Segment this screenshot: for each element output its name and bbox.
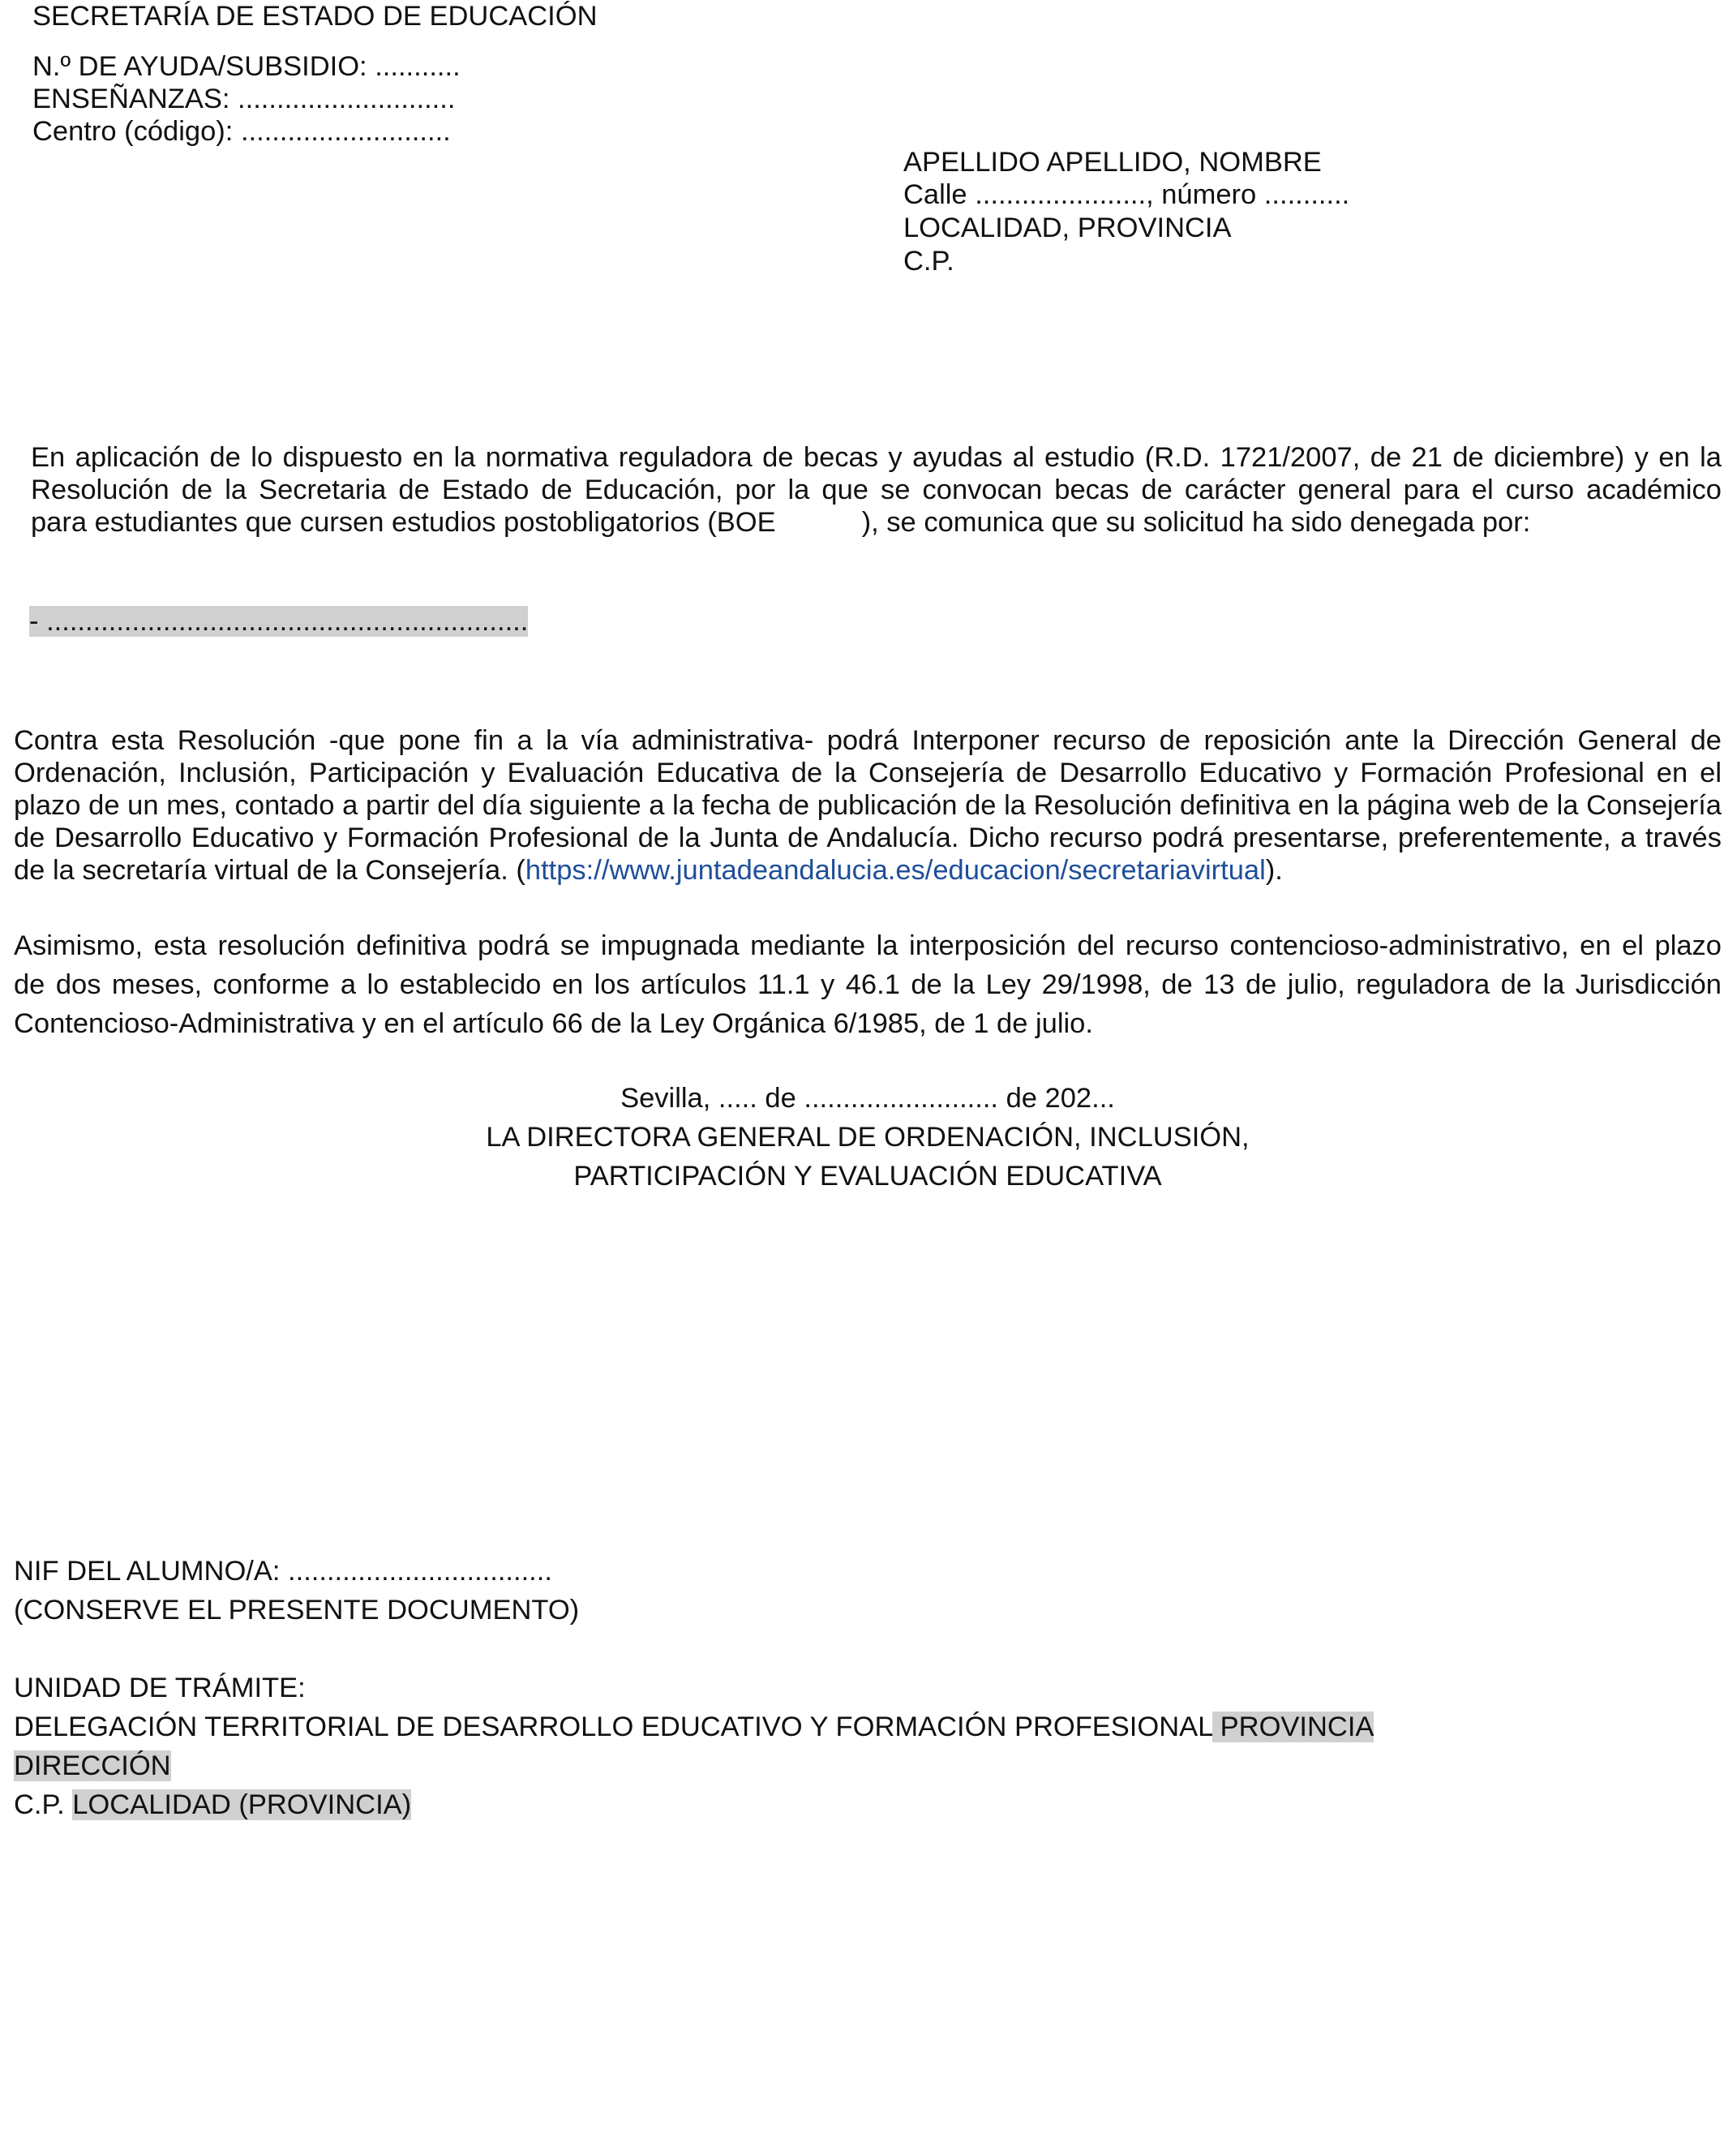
intro-last-start: para estudiantes que cursen estudios postobligatorios (BOE xyxy=(31,507,776,538)
intro-line: En aplicación de lo dispuesto en la normativa reguladora de becas y ayudas al estudio (R.D. 1721/2007, de 21 de diciembre) y en la xyxy=(31,442,1722,473)
intro-line-last xyxy=(31,506,1722,539)
appeal-line-last xyxy=(14,854,1722,887)
recipient-street: Calle ......................, número ........... xyxy=(903,179,1350,210)
appeal-last-end: ). xyxy=(1265,855,1283,886)
direccion-field: DIRECCIÓN xyxy=(14,1750,171,1781)
intro-line: Resolución de la Secretaria de Estado de Educación, por la que se convocan becas de carácter general para el curso académico xyxy=(31,475,1722,505)
secretaria-heading: SECRETARÍA DE ESTADO DE EDUCACIÓN xyxy=(32,1,598,32)
provincia-field xyxy=(1212,1711,1374,1742)
signatory-title-1: LA DIRECTORA GENERAL DE ORDENACIÓN, INCLUSIÓN, xyxy=(486,1122,1250,1153)
cp-line xyxy=(14,1789,411,1821)
delegacion-name: DELEGACIÓN TERRITORIAL DE DESARROLLO EDUCATIVO Y FORMACIÓN PROFESIONAL xyxy=(14,1711,1213,1742)
appeal-line: plazo de un mes, contado a partir del día siguiente a la fecha de publicación de la Resolución definitiva en la página web de la Consejería xyxy=(14,790,1722,821)
conserve-note: (CONSERVE EL PRESENTE DOCUMENTO) xyxy=(14,1595,580,1626)
contencioso-line: Asimismo, esta resolución definitiva podrá se impugnada mediante la interposición del recurso contencioso-administrativo, en el plazo xyxy=(14,930,1722,961)
intro-paragraph xyxy=(31,441,1722,539)
ayuda-number: N.º DE AYUDA/SUBSIDIO: ........... xyxy=(32,51,461,82)
signatory-title-2: PARTICIPACIÓN Y EVALUACIÓN EDUCATIVA xyxy=(573,1161,1162,1192)
delegacion-line xyxy=(14,1711,1374,1743)
contencioso-line: Contencioso-Administrativa y en el artículo 66 de la Ley Orgánica 6/1985, de 1 de julio. xyxy=(14,1008,1093,1039)
recipient-postal-code: C.P. xyxy=(903,246,954,277)
secretaria-virtual-link[interactable]: https://www.juntadeandalucia.es/educacion/secretariavirtual xyxy=(525,855,1266,886)
appeal-line: Ordenación, Inclusión, Participación y Evaluación Educativa de la Consejería de Desarrollo Educativo y Formación Profesional en el xyxy=(14,758,1722,788)
direccion-line xyxy=(14,1750,171,1782)
signature-block xyxy=(0,1079,1724,1196)
denial-reason: - .............................................................. xyxy=(29,606,529,637)
contencioso-paragraph xyxy=(14,926,1722,1043)
recipient-locality: LOCALIDAD, PROVINCIA xyxy=(903,213,1232,243)
localidad-field: LOCALIDAD (PROVINCIA) xyxy=(72,1789,412,1820)
denial-reason-field xyxy=(29,605,528,638)
appeal-line: de Desarrollo Educativo y Formación Profesional de la Junta de Andalucía. Dicho recurso podrá presentarse, preferentemente, a través xyxy=(14,822,1722,853)
provincia-value: PROVINCIA xyxy=(1220,1711,1374,1742)
centro-codigo: Centro (código): ........................... xyxy=(32,116,451,147)
nif-alumno: NIF DEL ALUMNO/A: .................................. xyxy=(14,1556,552,1587)
appeal-paragraph xyxy=(14,724,1722,887)
recipient-name: APELLIDO APELLIDO, NOMBRE xyxy=(903,147,1322,178)
appeal-line: Contra esta Resolución -que pone fin a la vía administrativa- podrá Interponer recurso de reposición ante la Dirección General de xyxy=(14,725,1722,756)
intro-last-end: ), se comunica que su solicitud ha sido denegada por: xyxy=(861,507,1531,538)
unidad-label: UNIDAD DE TRÁMITE: xyxy=(14,1673,306,1703)
contencioso-line: de dos meses, conforme a lo establecido en los artículos 11.1 y 46.1 de la Ley 29/1998, de 13 de julio, reguladora de la Jurisdicción xyxy=(14,969,1722,1000)
ensenanzas: ENSEÑANZAS: ............................ xyxy=(32,84,456,114)
place-date: Sevilla, ..... de ......................... de 202... xyxy=(620,1083,1115,1114)
appeal-last-start: de la secretaría virtual de la Consejería. ( xyxy=(14,855,525,886)
cp-label: C.P. xyxy=(14,1789,65,1820)
